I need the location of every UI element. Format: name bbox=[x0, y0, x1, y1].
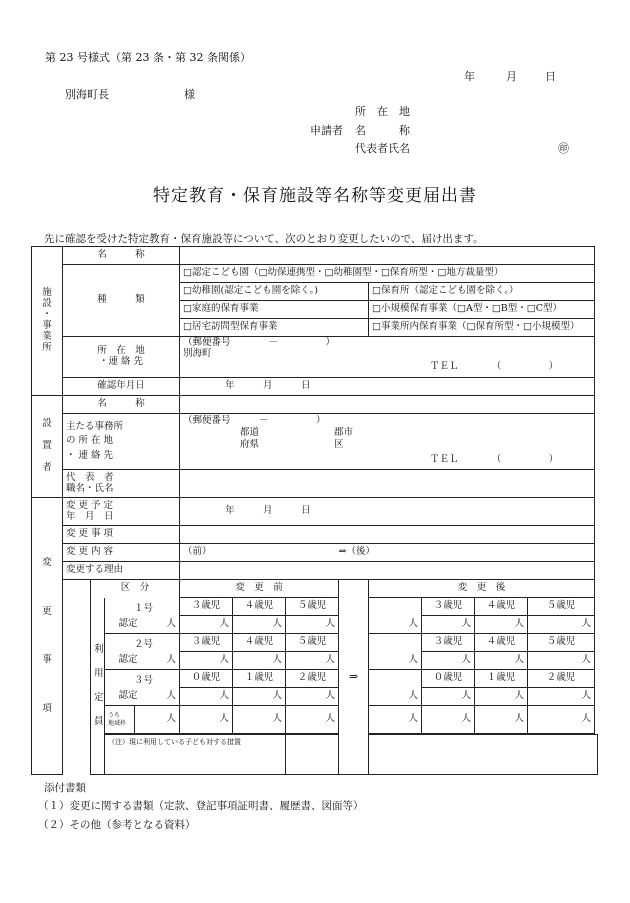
facility-name-label: 名 称 bbox=[63, 247, 180, 265]
attachments-heading: 添付書類 bbox=[44, 782, 86, 794]
date-day-label: 日 bbox=[545, 70, 556, 83]
before-cert2-age3: ３歳児 bbox=[180, 634, 233, 652]
before-cert1-age5-count[interactable]: 人 bbox=[286, 616, 339, 634]
before-regional-total[interactable]: 人 bbox=[135, 706, 180, 734]
facility-name-value[interactable] bbox=[180, 247, 595, 265]
cert3-nintei: 認定 bbox=[118, 689, 138, 701]
change-section-label: 変 更 事 項 bbox=[32, 498, 63, 775]
usage-spacer bbox=[63, 580, 91, 775]
facility-type-kindergarten[interactable]: □幼稚園(認定こども園を除く。) bbox=[180, 283, 369, 301]
facility-type-home-visit[interactable]: □居宅訪問型保育事業 bbox=[180, 319, 369, 337]
before-cert1-age5: ５歳児 bbox=[286, 598, 339, 616]
after-cert1-age4: ４歳児 bbox=[475, 598, 528, 616]
planned-date-value[interactable]: 年 月 日 bbox=[180, 498, 595, 526]
usage-capacity-label: 利 用 定 員 bbox=[91, 598, 105, 775]
founder-pref-2: 府県 bbox=[240, 439, 260, 450]
after-cert3-age1: １歳児 bbox=[475, 670, 528, 688]
founder-office-label: 主たる事務所 の 所 在 地 ・ 連 絡 先 bbox=[63, 414, 180, 470]
after-cert2-age5: ５歳児 bbox=[528, 634, 595, 652]
before-cert3-total[interactable]: 人 bbox=[166, 689, 177, 701]
attachment-item-1: （１）変更に関する書類（定款、登記事項証明書、履歴書、図面等） bbox=[38, 800, 364, 812]
after-cert2-age4: ４歳児 bbox=[475, 634, 528, 652]
before-cert3-age2-count[interactable]: 人 bbox=[286, 688, 339, 706]
before-cert3-age0: ０歳児 bbox=[180, 670, 233, 688]
applicant-label: 申請者 bbox=[310, 124, 343, 137]
planned-date-label: 変 更 予 定 年 月 日 bbox=[63, 498, 180, 526]
founder-rep-label: 代 表 者 職名・氏名 bbox=[63, 470, 180, 498]
applicant-name-label: 名 称 bbox=[355, 124, 410, 137]
founder-postal: （郵便番号 － ） bbox=[183, 415, 326, 426]
change-arrow: ⇒ bbox=[339, 580, 369, 775]
before-cert2-age4-count[interactable]: 人 bbox=[233, 652, 286, 670]
after-cert3-empty bbox=[369, 670, 422, 688]
facility-address-label: 所 在 地 ・連 絡 先 bbox=[63, 337, 180, 378]
before-cert2-age4: ４歳児 bbox=[233, 634, 286, 652]
after-cert1-age5-count[interactable]: 人 bbox=[528, 616, 595, 634]
before-cert3-age1: １歳児 bbox=[233, 670, 286, 688]
confirm-date-value[interactable]: 年 月 日 bbox=[180, 378, 595, 396]
founder-tel: ＴＥＬ （ ） bbox=[430, 454, 559, 465]
facility-type-workplace[interactable]: □事業所内保育事業（□保育所型・□小規模型） bbox=[369, 319, 595, 337]
after-regional-3[interactable]: 人 bbox=[528, 706, 595, 734]
cert1-label: １号 bbox=[134, 602, 154, 614]
facility-type-home-care[interactable]: □家庭的保育事業 bbox=[180, 301, 369, 319]
facility-type-nursery[interactable]: □保育所（認定こども園を除く。） bbox=[369, 283, 595, 301]
before-cert2-age5-count[interactable]: 人 bbox=[286, 652, 339, 670]
after-cert1-age5: ５歳児 bbox=[528, 598, 595, 616]
after-regional-1[interactable]: 人 bbox=[422, 706, 475, 734]
facility-tel: ＴＥＬ （ ） bbox=[430, 361, 559, 372]
confirm-date-label: 確認年月日 bbox=[63, 378, 180, 396]
addressee: 別海町長 bbox=[65, 88, 109, 101]
cert1-nintei-cell bbox=[118, 616, 180, 634]
date-month-label: 月 bbox=[506, 70, 517, 83]
after-cert3-total[interactable]: 人 bbox=[369, 688, 422, 706]
change-after-value[interactable]: ⇒（後） bbox=[339, 544, 595, 562]
facility-postal: （郵便番号 － ） bbox=[183, 337, 336, 348]
after-cert1-age3: ３歳児 bbox=[422, 598, 475, 616]
after-cert2-total[interactable]: 人 bbox=[369, 652, 422, 670]
before-cert1-age3: ３歳児 bbox=[180, 598, 233, 616]
seal-mark: ㊞ bbox=[558, 142, 569, 155]
cert2-nintei-cell bbox=[118, 652, 180, 670]
measures-note-value[interactable] bbox=[286, 735, 598, 775]
before-cert1-age4-count[interactable]: 人 bbox=[233, 616, 286, 634]
addressee-honorific: 様 bbox=[184, 88, 195, 101]
regional-quota-label: うち 地域枠 bbox=[105, 706, 135, 734]
facility-type-small-scale[interactable]: □小規模保育事業（□A型・□B型・□C型） bbox=[369, 301, 595, 319]
change-reason-label: 変更する理由 bbox=[63, 562, 180, 580]
cert3-label: ３号 bbox=[134, 675, 154, 687]
after-cert1-total[interactable]: 人 bbox=[369, 616, 422, 634]
after-regional-total[interactable]: 人 bbox=[369, 706, 422, 734]
attachment-item-2: （２）その他（参考となる資料） bbox=[38, 819, 196, 831]
after-regional-2[interactable]: 人 bbox=[475, 706, 528, 734]
intro-text: 先に確認を受けた特定教育・保育施設等について、次のとおり変更したいので、届け出ます。 bbox=[44, 233, 484, 245]
after-cert2-age3: ３歳児 bbox=[422, 634, 475, 652]
after-cert1-age3-count[interactable]: 人 bbox=[422, 616, 475, 634]
founder-name-value[interactable] bbox=[180, 396, 595, 414]
after-cert3-age2: ２歳児 bbox=[528, 670, 595, 688]
after-cert3-age0: ０歳児 bbox=[422, 670, 475, 688]
founder-section-label: 設 置 者 bbox=[32, 396, 63, 498]
after-cert3-age1-count[interactable]: 人 bbox=[475, 688, 528, 706]
before-cert1-age3-count[interactable]: 人 bbox=[180, 616, 233, 634]
facility-section-label: 施 設 ・ 事 業 所 bbox=[32, 247, 63, 396]
before-cert3-age2: ２歳児 bbox=[286, 670, 339, 688]
after-cert3-age0-count[interactable]: 人 bbox=[422, 688, 475, 706]
after-cert1-age4-count[interactable]: 人 bbox=[475, 616, 528, 634]
founder-rep-value[interactable] bbox=[180, 470, 595, 498]
application-form-table bbox=[31, 246, 598, 775]
founder-city-1: 郡市 bbox=[334, 427, 354, 438]
applicant-address-label: 所 在 地 bbox=[355, 105, 410, 118]
date-year-label: 年 bbox=[464, 70, 475, 83]
before-regional-2[interactable]: 人 bbox=[233, 706, 286, 734]
founder-city-2: 区 bbox=[334, 439, 344, 450]
before-cert2-age5: ５歳児 bbox=[286, 634, 339, 652]
before-regional-1[interactable]: 人 bbox=[180, 706, 233, 734]
document-title: 特定教育・保育施設等名称等変更届出書 bbox=[153, 186, 477, 206]
founder-pref-1: 都道 bbox=[240, 427, 260, 438]
cert2-label: ２号 bbox=[134, 639, 154, 651]
before-cert2-age3-count[interactable]: 人 bbox=[180, 652, 233, 670]
after-cert2-empty bbox=[369, 634, 422, 652]
change-reason-value[interactable] bbox=[180, 562, 595, 580]
after-cert2-age3-count[interactable]: 人 bbox=[422, 652, 475, 670]
before-cert3-age1-count[interactable]: 人 bbox=[233, 688, 286, 706]
after-cert1-empty bbox=[369, 598, 422, 616]
before-cert3-age0-count[interactable]: 人 bbox=[180, 688, 233, 706]
category-header: 区 分 bbox=[91, 580, 180, 598]
founder-office-value[interactable] bbox=[180, 414, 595, 470]
founder-name-label: 名 称 bbox=[63, 396, 180, 414]
change-before-value[interactable]: （前） bbox=[180, 544, 339, 562]
applicant-rep-label: 代表者氏名 bbox=[355, 142, 410, 155]
after-cert3-age2-count[interactable]: 人 bbox=[528, 688, 595, 706]
measures-note-label: （注）現に利用している子ども対する措置 bbox=[105, 735, 286, 775]
before-cert1-age4: ４歳児 bbox=[233, 598, 286, 616]
before-cert2-total[interactable]: 人 bbox=[166, 653, 177, 665]
facility-type-label: 種 類 bbox=[63, 265, 180, 337]
facility-address-value[interactable] bbox=[180, 337, 595, 378]
cert1-nintei: 認定 bbox=[118, 617, 138, 629]
facility-town: 別海町 bbox=[183, 347, 212, 359]
change-item-label: 変 更 事 項 bbox=[63, 526, 180, 544]
after-cert2-age4-count[interactable]: 人 bbox=[475, 652, 528, 670]
form-number: 第 23 号様式（第 23 条・第 32 条関係） bbox=[45, 51, 251, 64]
before-cert1-total[interactable]: 人 bbox=[166, 617, 177, 629]
before-regional-3[interactable]: 人 bbox=[286, 706, 339, 734]
cert2-nintei: 認定 bbox=[118, 653, 138, 665]
facility-type-nintei-kodomoen[interactable]: □認定こども園（□幼保連携型・□幼稚園型・□保育所型・□地方裁量型） bbox=[180, 265, 595, 283]
after-cert2-age5-count[interactable]: 人 bbox=[528, 652, 595, 670]
change-content-label: 変 更 内 容 bbox=[63, 544, 180, 562]
before-header: 変 更 前 bbox=[180, 580, 339, 598]
change-item-value[interactable] bbox=[180, 526, 595, 544]
after-header: 変 更 後 bbox=[369, 580, 595, 598]
cert3-nintei-cell bbox=[118, 688, 180, 706]
